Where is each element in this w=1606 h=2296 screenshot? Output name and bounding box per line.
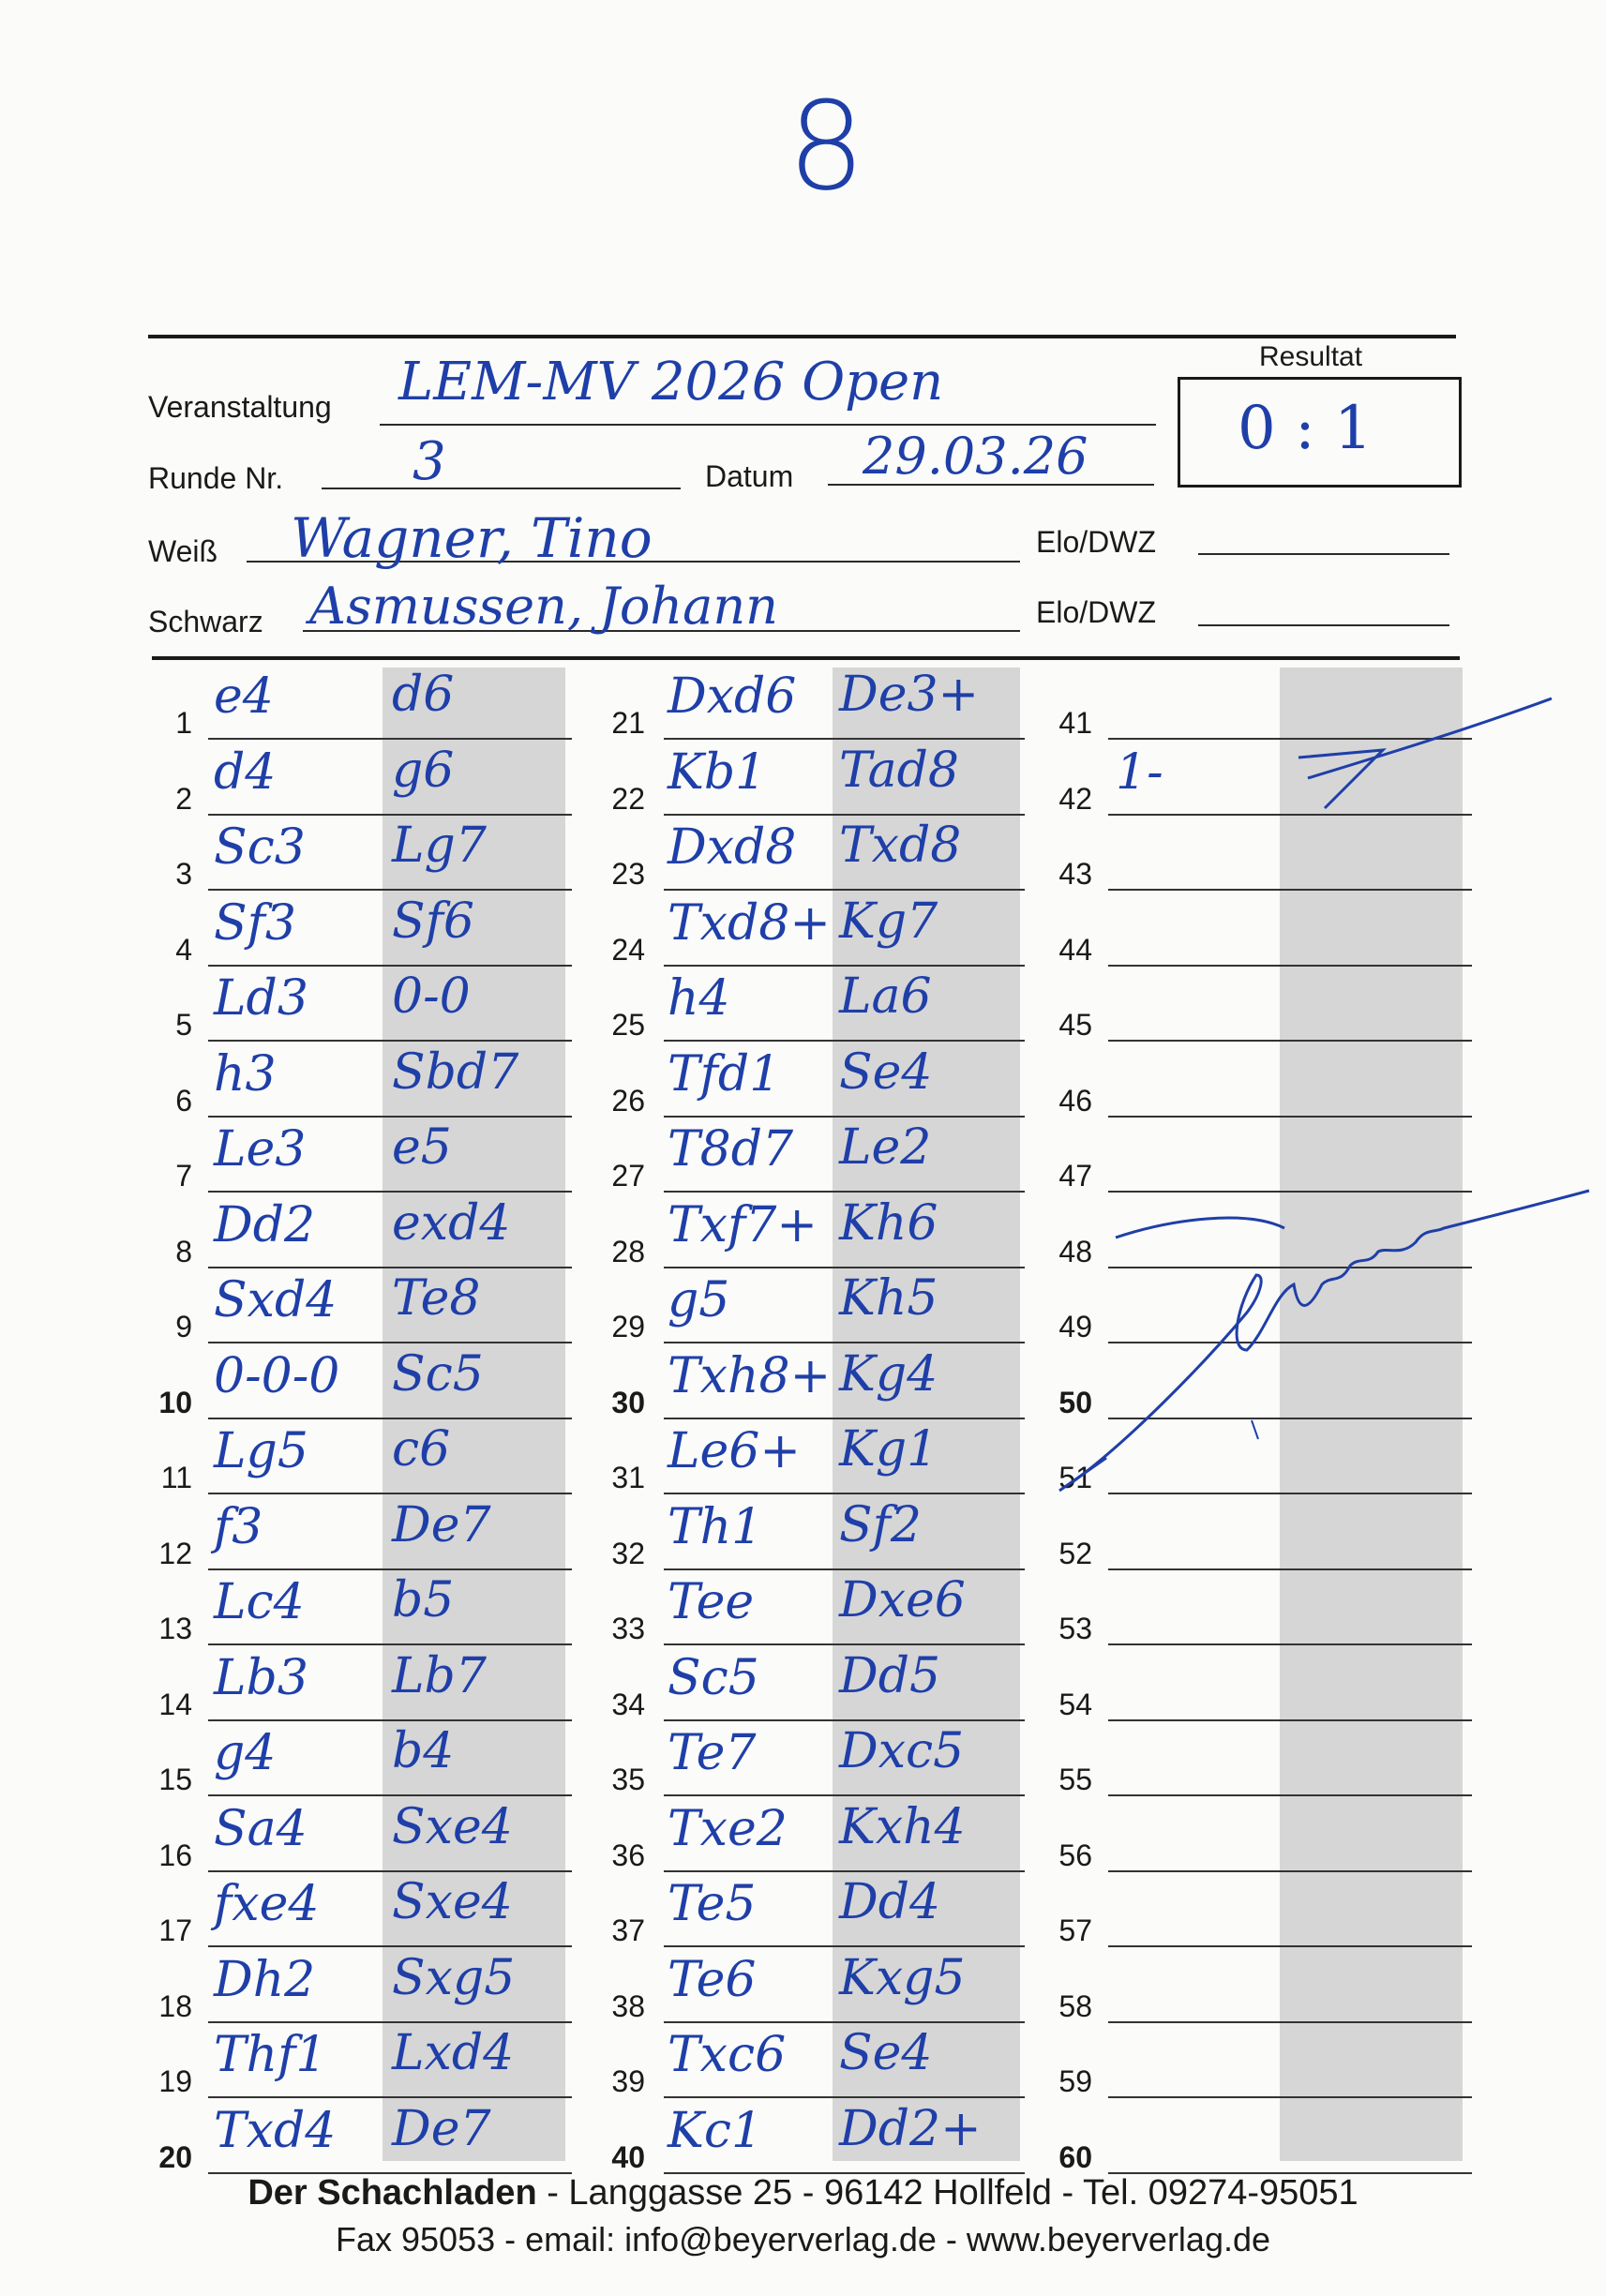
white-move[interactable]: Te7 bbox=[668, 1725, 757, 1781]
move-number: 37 bbox=[611, 1913, 645, 1947]
black-move[interactable]: Se4 bbox=[839, 2025, 933, 2081]
black-move[interactable]: Sf6 bbox=[392, 893, 474, 950]
move-number: 56 bbox=[1058, 1838, 1092, 1872]
veranstaltung-value[interactable]: LEM-MV 2026 Open bbox=[398, 352, 944, 413]
move-number: 13 bbox=[158, 1612, 192, 1645]
black-move[interactable]: Dd2+ bbox=[839, 2100, 982, 2157]
datum-value[interactable]: 29.03.26 bbox=[863, 427, 1088, 486]
black-move[interactable]: g6 bbox=[392, 742, 455, 799]
move-number: 34 bbox=[611, 1687, 645, 1721]
move-number: 32 bbox=[611, 1536, 645, 1570]
move-number: 7 bbox=[175, 1159, 192, 1193]
white-move[interactable]: Tfd1 bbox=[668, 1045, 781, 1103]
black-move[interactable]: Se4 bbox=[839, 1043, 933, 1101]
move-number: 26 bbox=[611, 1083, 645, 1118]
move-number: 35 bbox=[611, 1763, 645, 1796]
white-move[interactable]: Dh2 bbox=[214, 1951, 316, 2008]
black-move[interactable]: Sxe4 bbox=[392, 1874, 513, 1930]
black-move[interactable]: Lxd4 bbox=[392, 2025, 515, 2081]
schwarz-value[interactable]: Asmussen, Johann bbox=[309, 577, 778, 636]
move-number: 49 bbox=[1058, 1310, 1092, 1343]
move-number: 52 bbox=[1058, 1536, 1092, 1570]
black-move[interactable]: De7 bbox=[392, 2100, 491, 2157]
white-move[interactable]: Ld3 bbox=[214, 970, 308, 1027]
white-move[interactable]: f3 bbox=[214, 1498, 263, 1555]
move-number: 53 bbox=[1058, 1612, 1092, 1645]
white-move[interactable]: h3 bbox=[214, 1045, 277, 1103]
move-number: 28 bbox=[611, 1234, 645, 1268]
move-number: 33 bbox=[611, 1612, 645, 1645]
white-move[interactable]: fxe4 bbox=[214, 1876, 320, 1932]
move-number: 36 bbox=[611, 1838, 645, 1872]
black-move[interactable]: e5 bbox=[392, 1119, 452, 1176]
move-number: 45 bbox=[1058, 1008, 1092, 1042]
datum-label: Datum bbox=[705, 459, 794, 493]
move-number: 11 bbox=[160, 1461, 192, 1494]
white-move[interactable]: g5 bbox=[668, 1272, 730, 1328]
white-move[interactable]: Kc1 bbox=[668, 2102, 763, 2159]
white-move[interactable]: Sf3 bbox=[214, 894, 296, 952]
footer-company: Der Schachladen bbox=[248, 2173, 537, 2213]
move-number: 15 bbox=[158, 1763, 192, 1796]
white-move[interactable]: e4 bbox=[214, 668, 274, 725]
weiss-value[interactable]: Wagner, Tino bbox=[291, 506, 653, 570]
black-move[interactable]: Lb7 bbox=[392, 1647, 487, 1704]
move-number: 25 bbox=[611, 1008, 645, 1042]
white-move[interactable]: Lc4 bbox=[214, 1574, 305, 1630]
white-move[interactable]: Sxd4 bbox=[214, 1272, 338, 1328]
sheet-number: 8 bbox=[788, 75, 865, 218]
move-number: 54 bbox=[1058, 1687, 1092, 1721]
move-number: 10 bbox=[158, 1385, 192, 1419]
white-move[interactable]: 1- bbox=[1116, 743, 1163, 801]
white-move[interactable]: Dd2 bbox=[214, 1196, 316, 1253]
move-number: 5 bbox=[175, 1008, 192, 1042]
runde-label: Runde Nr. bbox=[148, 461, 284, 495]
black-move[interactable]: Kh5 bbox=[839, 1270, 938, 1327]
move-number: 57 bbox=[1058, 1913, 1092, 1947]
white-move[interactable]: Kb1 bbox=[668, 743, 767, 801]
white-move[interactable]: Lb3 bbox=[214, 1649, 308, 1706]
white-move[interactable]: d4 bbox=[214, 743, 277, 801]
move-number: 48 bbox=[1058, 1234, 1092, 1268]
move-number: 18 bbox=[158, 1988, 192, 2023]
black-move[interactable]: exd4 bbox=[392, 1194, 511, 1252]
white-move[interactable]: Sa4 bbox=[214, 1800, 308, 1857]
black-move[interactable]: Kxh4 bbox=[839, 1798, 966, 1855]
move-number: 41 bbox=[1058, 706, 1092, 740]
move-number: 19 bbox=[158, 2064, 192, 2098]
white-move[interactable]: Te5 bbox=[668, 1876, 757, 1932]
veranstaltung-label: Veranstaltung bbox=[148, 390, 332, 424]
black-move[interactable]: Lg7 bbox=[392, 818, 487, 874]
black-move[interactable]: Le2 bbox=[839, 1119, 932, 1176]
black-move[interactable]: Dxc5 bbox=[839, 1723, 965, 1779]
move-number: 60 bbox=[1058, 2139, 1092, 2174]
move-number: 43 bbox=[1058, 857, 1092, 891]
black-move[interactable]: Kxg5 bbox=[839, 1949, 966, 2006]
black-move[interactable]: Sf2 bbox=[839, 1496, 922, 1553]
move-number: 39 bbox=[611, 2064, 645, 2098]
weiss-label: Weiß bbox=[148, 534, 218, 568]
black-move[interactable]: Sc5 bbox=[392, 1345, 484, 1403]
move-number: 51 bbox=[1058, 1461, 1092, 1494]
move-number: 17 bbox=[158, 1913, 192, 1947]
move-number: 8 bbox=[175, 1234, 192, 1268]
move-number: 42 bbox=[1058, 781, 1092, 816]
move-number: 9 bbox=[175, 1310, 192, 1343]
move-number: 16 bbox=[158, 1838, 192, 1872]
move-number: 4 bbox=[175, 932, 192, 967]
move-number: 44 bbox=[1058, 932, 1092, 967]
white-move[interactable]: Tee bbox=[668, 1574, 755, 1630]
move-number: 29 bbox=[611, 1310, 645, 1343]
black-move[interactable]: Kh6 bbox=[839, 1194, 938, 1252]
footer-line-1 bbox=[0, 2173, 1606, 2213]
elo-label-black: Elo/DWZ bbox=[1036, 595, 1156, 629]
white-move[interactable]: Txc6 bbox=[668, 2027, 787, 2083]
move-number: 23 bbox=[611, 857, 645, 891]
white-move[interactable]: Txh8+ bbox=[668, 1347, 832, 1404]
white-move[interactable]: Te6 bbox=[668, 1951, 757, 2008]
move-number: 46 bbox=[1058, 1083, 1092, 1118]
white-move[interactable]: Th1 bbox=[668, 1498, 763, 1555]
white-move[interactable]: Sc5 bbox=[668, 1649, 759, 1706]
black-move[interactable]: Kg4 bbox=[839, 1345, 938, 1403]
elo-label-white: Elo/DWZ bbox=[1036, 525, 1156, 559]
move-number: 14 bbox=[158, 1687, 192, 1721]
move-number: 21 bbox=[611, 706, 645, 740]
white-move[interactable]: Txd4 bbox=[214, 2102, 337, 2159]
white-move[interactable]: h4 bbox=[668, 970, 730, 1027]
white-move[interactable]: Txd8+ bbox=[668, 894, 831, 952]
white-move[interactable]: Sc3 bbox=[214, 819, 306, 876]
move-number: 40 bbox=[611, 2139, 645, 2174]
black-move[interactable]: Kg7 bbox=[839, 893, 938, 950]
black-move[interactable]: Te8 bbox=[392, 1270, 481, 1327]
schwarz-label: Schwarz bbox=[148, 605, 263, 638]
white-move[interactable]: Le3 bbox=[214, 1121, 307, 1178]
move-number: 50 bbox=[1058, 1385, 1092, 1419]
black-move[interactable]: 0-0 bbox=[392, 968, 471, 1025]
black-move[interactable]: La6 bbox=[839, 968, 932, 1025]
black-move[interactable]: Sbd7 bbox=[392, 1043, 519, 1101]
white-move[interactable]: Dxd8 bbox=[668, 819, 797, 876]
black-move[interactable]: b4 bbox=[392, 1723, 455, 1779]
move-number: 12 bbox=[158, 1536, 192, 1570]
move-number: 27 bbox=[611, 1159, 645, 1193]
move-number: 55 bbox=[1058, 1763, 1092, 1796]
move-number: 58 bbox=[1058, 1988, 1092, 2023]
move-number: 59 bbox=[1058, 2064, 1092, 2098]
black-move[interactable]: d6 bbox=[392, 667, 455, 723]
footer-address: - Langgasse 25 - 96142 Hollfeld - Tel. 09274-95051 bbox=[536, 2173, 1358, 2213]
move-number: 3 bbox=[175, 857, 192, 891]
black-move[interactable]: De7 bbox=[392, 1496, 491, 1553]
black-move[interactable]: Dxe6 bbox=[839, 1572, 966, 1628]
move-number: 30 bbox=[611, 1385, 645, 1419]
white-move[interactable]: Lg5 bbox=[214, 1423, 308, 1479]
white-move[interactable]: g4 bbox=[214, 1725, 277, 1781]
white-move[interactable]: Dxd6 bbox=[668, 668, 797, 725]
white-move[interactable]: T8d7 bbox=[668, 1121, 794, 1178]
white-move[interactable]: Txe2 bbox=[668, 1800, 788, 1857]
white-move[interactable]: Thf1 bbox=[214, 2027, 327, 2083]
black-move[interactable]: b5 bbox=[392, 1572, 455, 1628]
black-move[interactable]: Dd5 bbox=[839, 1647, 941, 1704]
black-move[interactable]: De3+ bbox=[839, 667, 980, 723]
resultat-label: Resultat bbox=[1259, 341, 1363, 372]
black-move[interactable]: Sxe4 bbox=[392, 1798, 513, 1855]
white-move[interactable]: Le6+ bbox=[668, 1423, 801, 1479]
black-move[interactable]: Sxg5 bbox=[392, 1949, 516, 2006]
move-number: 22 bbox=[611, 781, 645, 816]
resultat-value: 0 : 1 bbox=[1238, 394, 1373, 463]
footer-line-2: Fax 95053 - email: info@beyerverlag.de - www.beyerverlag.de bbox=[335, 2220, 1271, 2258]
move-number: 24 bbox=[611, 932, 645, 967]
runde-value[interactable]: 3 bbox=[413, 431, 446, 492]
move-number: 20 bbox=[158, 2139, 192, 2174]
black-move[interactable]: c6 bbox=[392, 1421, 451, 1478]
black-move[interactable]: Txd8 bbox=[839, 818, 962, 874]
white-move[interactable]: Txf7+ bbox=[668, 1196, 818, 1253]
move-number: 2 bbox=[175, 781, 192, 816]
move-number: 38 bbox=[611, 1988, 645, 2023]
black-move[interactable]: Tad8 bbox=[839, 742, 960, 799]
white-move[interactable]: 0-0-0 bbox=[214, 1347, 340, 1404]
move-number: 6 bbox=[175, 1083, 192, 1118]
move-number: 47 bbox=[1058, 1159, 1092, 1193]
black-move[interactable]: Dd4 bbox=[839, 1874, 941, 1930]
move-number: 1 bbox=[175, 706, 192, 740]
move-number: 31 bbox=[611, 1461, 645, 1494]
black-move[interactable]: Kg1 bbox=[839, 1421, 938, 1478]
